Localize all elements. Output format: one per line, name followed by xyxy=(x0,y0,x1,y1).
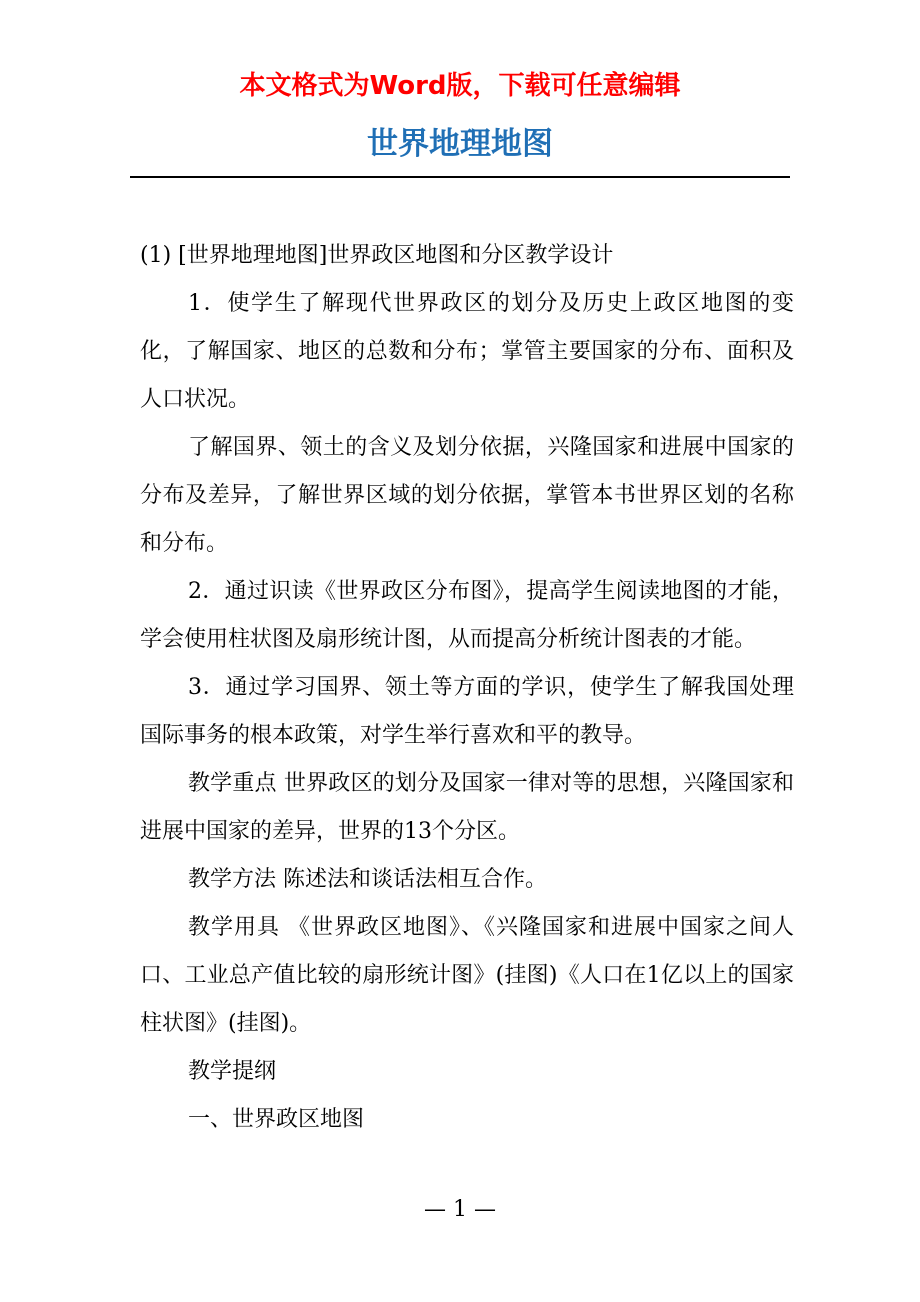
teaching-outline-heading: 教学提纲 xyxy=(188,1059,277,1084)
document-body xyxy=(140,232,794,1144)
format-banner: 本文格式为Word版，下载可任意编辑 xyxy=(239,71,681,101)
section-heading: (1) [世界地理地图]世界政区地图和分区教学设计 xyxy=(140,243,614,268)
title-divider xyxy=(130,176,790,178)
teaching-method: 教学方法 陈述法和谈话法相互合作。 xyxy=(188,867,547,892)
page-number: — 1 — xyxy=(424,1197,496,1222)
objective-paragraph-1b: 了解国界、领土的含义及划分依据，兴隆国家和进展中国家的分布及差异，了解世界区域的划分依据，掌管本书世界区划的名称和分布。 xyxy=(140,435,794,556)
teaching-focus: 教学重点 世界政区的划分及国家一律对等的思想，兴隆国家和进展中国家的差异，世界的13个分区。 xyxy=(140,771,794,844)
objective-paragraph-3: 3．通过学习国界、领土等方面的学识，使学生了解我国处理国际事务的根本政策，对学生举行喜欢和平的教导。 xyxy=(140,675,794,748)
teaching-materials: 教学用具 《世界政区地图》、《兴隆国家和进展中国家之间人口、工业总产值比较的扇形统计图》(挂图)《人口在1亿以上的国家柱状图》(挂图)。 xyxy=(140,915,794,1036)
outline-item-1: 一、世界政区地图 xyxy=(188,1107,365,1132)
objective-paragraph-1: 1．使学生了解现代世界政区的划分及历史上政区地图的变化，了解国家、地区的总数和分布；掌管主要国家的分布、面积及人口状况。 xyxy=(140,291,794,412)
objective-paragraph-2: 2．通过识读《世界政区分布图》，提高学生阅读地图的才能，学会使用柱状图及扇形统计图，从而提高分析统计图表的才能。 xyxy=(140,579,794,652)
document-title: 世界地理地图 xyxy=(367,126,553,162)
